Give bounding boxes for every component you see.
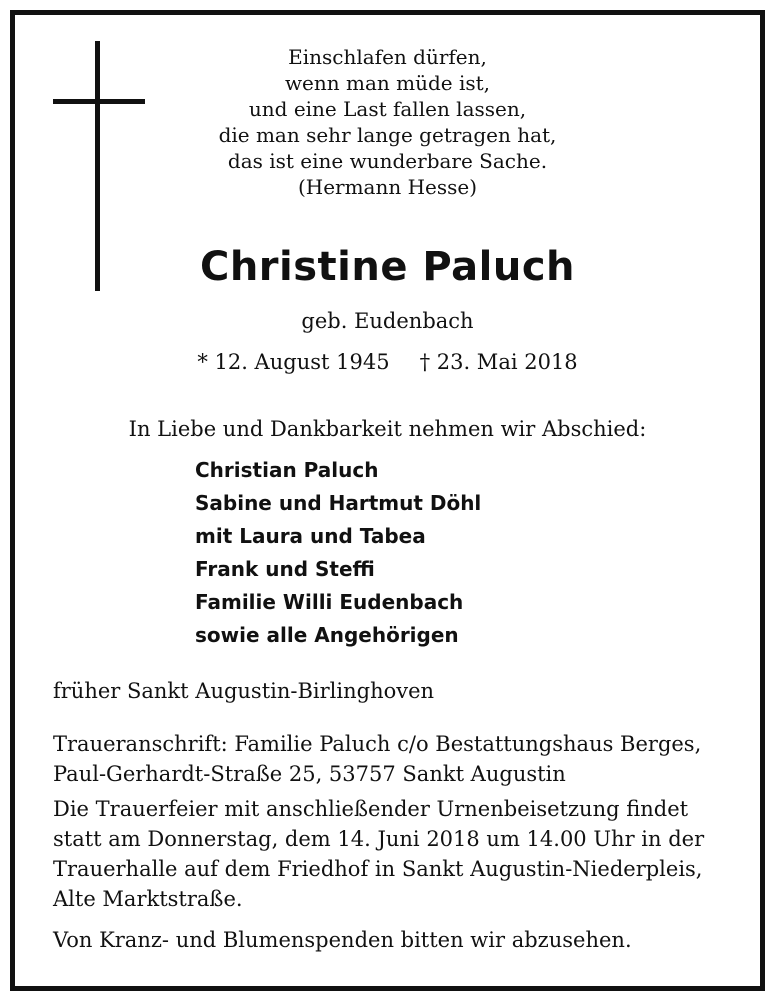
poem-line: wenn man müde ist, bbox=[284, 71, 491, 95]
death-date: † 23. Mai 2018 bbox=[419, 350, 578, 374]
deceased-name: Christine Paluch bbox=[199, 244, 576, 290]
service-line: Die Trauerfeier mit anschließender Urnenbeisetzung findet bbox=[53, 797, 689, 821]
mourners-list bbox=[195, 454, 481, 652]
former-residence: früher Sankt Augustin-Birlinghoven bbox=[53, 679, 435, 703]
service-line: Alte Marktstraße. bbox=[53, 887, 243, 911]
mourning-address bbox=[53, 729, 701, 789]
mourner-item: Frank und Steffi bbox=[195, 557, 375, 581]
mourner-item: Christian Paluch bbox=[195, 458, 379, 482]
poem-author: (Hermann Hesse) bbox=[297, 175, 478, 199]
life-dates bbox=[0, 350, 775, 374]
address-line: Paul-Gerhardt-Straße 25, 53757 Sankt Augustin bbox=[53, 762, 566, 786]
service-line: Trauerhalle auf dem Friedhof in Sankt Augustin-Niederpleis, bbox=[53, 857, 703, 881]
poem-line: und eine Last fallen lassen, bbox=[248, 97, 527, 121]
poem-line: Einschlafen dürfen, bbox=[288, 45, 487, 69]
mourner-item: mit Laura und Tabea bbox=[195, 524, 426, 548]
birth-name: geb. Eudenbach bbox=[301, 309, 474, 333]
funeral-service-info bbox=[53, 794, 733, 914]
mourner-item: Sabine und Hartmut Döhl bbox=[195, 491, 482, 515]
flowers-note: Von Kranz- und Blumenspenden bitten wir abzusehen. bbox=[53, 928, 632, 952]
poem-line: das ist eine wunderbare Sache. bbox=[227, 149, 548, 173]
address-line: Traueranschrift: Familie Paluch c/o Bestattungshaus Berges, bbox=[53, 732, 702, 756]
service-line: statt am Donnerstag, dem 14. Juni 2018 um 14.00 Uhr in der bbox=[53, 827, 705, 851]
mourner-item: Familie Willi Eudenbach bbox=[195, 590, 464, 614]
poem bbox=[175, 44, 600, 200]
poem-line: die man sehr lange getragen hat, bbox=[218, 123, 557, 147]
birth-date: * 12. August 1945 bbox=[197, 350, 390, 374]
cross-horizontal-bar bbox=[53, 99, 145, 104]
farewell-intro: In Liebe und Dankbarkeit nehmen wir Abschied: bbox=[128, 417, 647, 441]
mourner-item: sowie alle Angehörigen bbox=[195, 623, 459, 647]
